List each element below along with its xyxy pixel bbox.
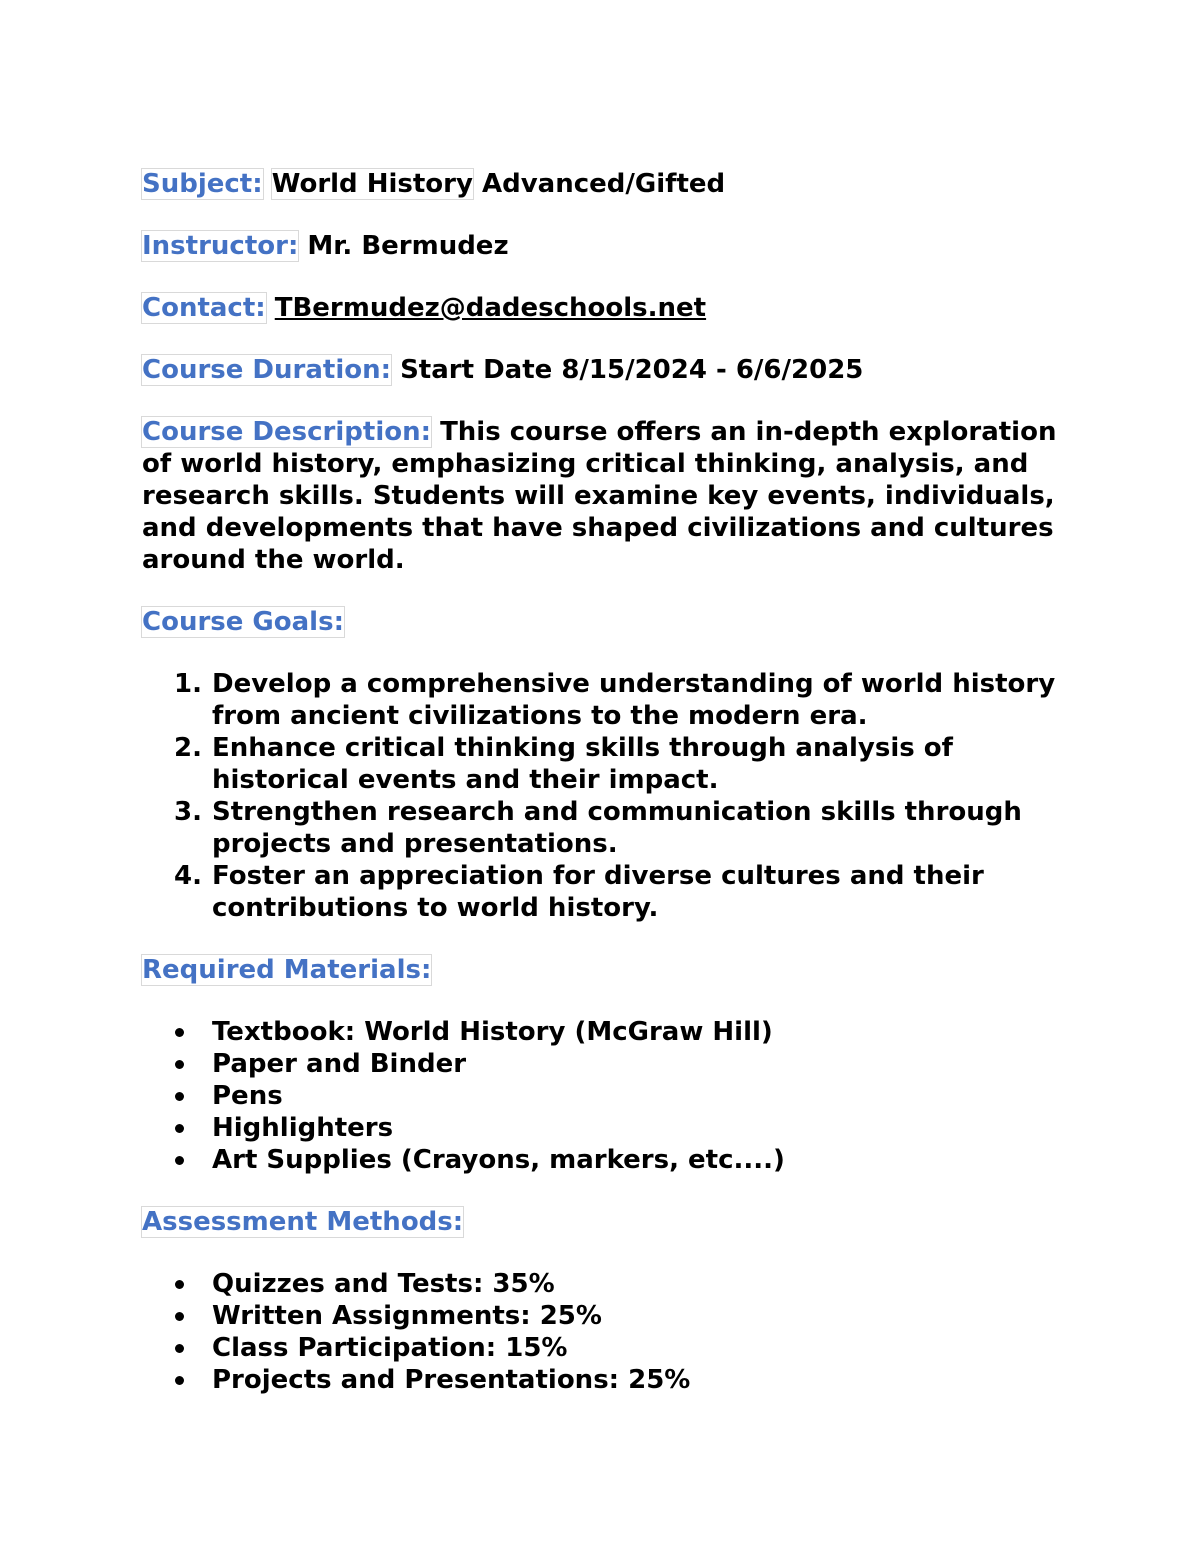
assessment-list xyxy=(142,1268,1072,1396)
description-row xyxy=(142,416,1072,576)
contact-label: Contact: xyxy=(142,293,266,323)
goal-item: Foster an appreciation for diverse cultures and their contributions to world history. xyxy=(212,861,984,923)
syllabus-document xyxy=(142,168,1072,1426)
assessment-item xyxy=(212,1332,1072,1364)
material-item xyxy=(212,1016,1072,1048)
contact-email-link[interactable]: TBermudez@dadeschools.net xyxy=(274,293,707,323)
description-label: Course Description: xyxy=(142,417,431,447)
material-item xyxy=(212,1144,1072,1176)
subject-value-level: Advanced/Gifted xyxy=(472,169,726,199)
material-item xyxy=(212,1112,1072,1144)
bullet-icon xyxy=(175,1124,184,1133)
bullet-icon xyxy=(175,1060,184,1069)
material-item-text: Textbook: World History (McGraw Hill) xyxy=(212,1017,773,1047)
goal-item: Strengthen research and communication skills through projects and presentations. xyxy=(212,797,1022,859)
material-item-text: Pens xyxy=(212,1081,283,1111)
description-value: This course offers an in-depth exploration of world history, emphasizing critical thinking, analysis, and research skills. Students will examine key events, individuals, and developments that have shaped civilizations and cultures around the world. xyxy=(142,417,1057,575)
assessment-heading: Assessment Methods: xyxy=(142,1207,464,1237)
bullet-icon xyxy=(175,1280,184,1289)
materials-list xyxy=(142,1016,1072,1176)
subject-label: Subject: xyxy=(142,169,263,199)
assessment-item xyxy=(212,1268,1072,1300)
subject-value-course: World History xyxy=(271,169,473,199)
duration-value: Start Date 8/15/2024 - 6/6/2025 xyxy=(400,355,864,385)
material-item xyxy=(212,1080,1072,1112)
bullet-icon xyxy=(175,1376,184,1385)
duration-row xyxy=(142,354,1072,386)
assessment-item-text: Class Participation: 15% xyxy=(212,1333,568,1363)
instructor-value: Mr. Bermudez xyxy=(307,231,509,261)
material-item-text: Art Supplies (Crayons, markers, etc....) xyxy=(212,1145,785,1175)
subject-row xyxy=(142,168,1072,200)
instructor-label: Instructor: xyxy=(142,231,299,261)
duration-label: Course Duration: xyxy=(142,355,392,385)
instructor-row xyxy=(142,230,1072,262)
material-item-text: Paper and Binder xyxy=(212,1049,467,1079)
material-item xyxy=(212,1048,1072,1080)
bullet-icon xyxy=(175,1344,184,1353)
material-item-text: Highlighters xyxy=(212,1113,394,1143)
assessment-item-text: Projects and Presentations: 25% xyxy=(212,1365,691,1395)
materials-heading-row xyxy=(142,954,1072,986)
assessment-item xyxy=(212,1364,1072,1396)
materials-heading: Required Materials: xyxy=(142,955,432,985)
goals-heading: Course Goals: xyxy=(142,607,344,637)
bullet-icon xyxy=(175,1092,184,1101)
assessment-heading-row xyxy=(142,1206,1072,1238)
assessment-item-text: Quizzes and Tests: 35% xyxy=(212,1269,555,1299)
bullet-icon xyxy=(175,1312,184,1321)
bullet-icon xyxy=(175,1156,184,1165)
bullet-icon xyxy=(175,1028,184,1037)
assessment-item-text: Written Assignments: 25% xyxy=(212,1301,602,1331)
assessment-item xyxy=(212,1300,1072,1332)
contact-row xyxy=(142,292,1072,324)
goals-list xyxy=(142,668,1072,924)
goal-item: Develop a comprehensive understanding of world history from ancient civilizations to the modern era. xyxy=(212,669,1056,731)
goal-item: Enhance critical thinking skills through analysis of historical events and their impact. xyxy=(212,733,953,795)
goals-heading-row xyxy=(142,606,1072,638)
